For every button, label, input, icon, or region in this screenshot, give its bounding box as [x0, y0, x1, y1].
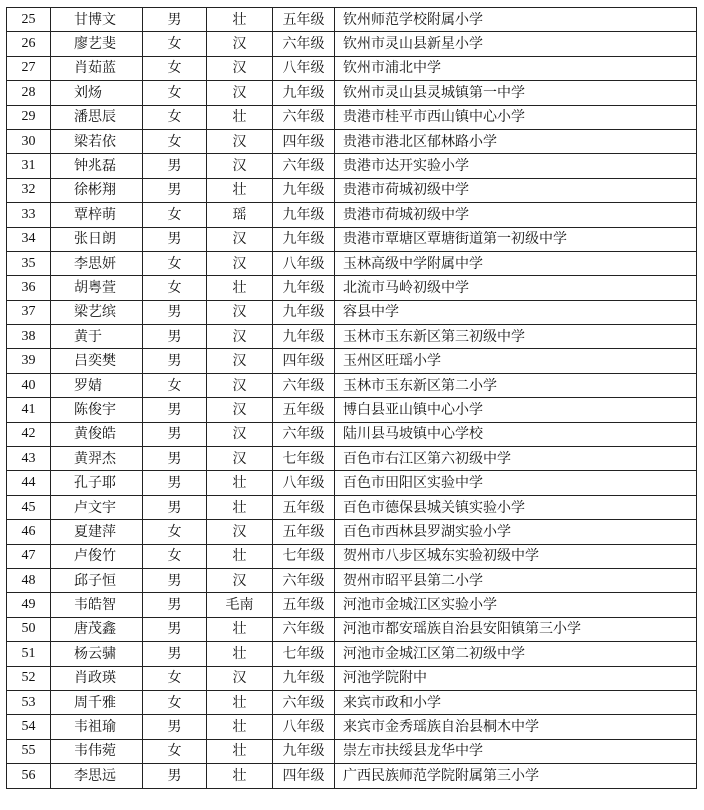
student-name: 覃梓萌 — [51, 203, 143, 227]
student-school: 钦州市灵山县灵城镇第一中学 — [335, 81, 697, 105]
row-number: 52 — [7, 666, 51, 690]
student-school: 玉州区旺瑶小学 — [335, 349, 697, 373]
student-ethnicity: 壮 — [207, 8, 273, 32]
student-ethnicity: 汉 — [207, 227, 273, 251]
student-name: 黄俊皓 — [51, 422, 143, 446]
table-row — [7, 422, 697, 446]
student-gender: 女 — [143, 56, 207, 80]
student-grade: 九年级 — [273, 81, 335, 105]
student-ethnicity: 壮 — [207, 276, 273, 300]
student-ethnicity: 汉 — [207, 32, 273, 56]
student-ethnicity: 壮 — [207, 495, 273, 519]
student-name: 罗婧 — [51, 373, 143, 397]
row-number: 31 — [7, 154, 51, 178]
student-grade: 八年级 — [273, 715, 335, 739]
student-grade: 五年级 — [273, 8, 335, 32]
row-number: 39 — [7, 349, 51, 373]
student-grade: 七年级 — [273, 447, 335, 471]
table-row — [7, 593, 697, 617]
student-name: 李思妍 — [51, 251, 143, 275]
table-row — [7, 276, 697, 300]
row-number: 25 — [7, 8, 51, 32]
student-ethnicity: 汉 — [207, 129, 273, 153]
row-number: 56 — [7, 764, 51, 788]
student-ethnicity: 汉 — [207, 251, 273, 275]
student-name: 夏建萍 — [51, 520, 143, 544]
row-number: 36 — [7, 276, 51, 300]
student-grade: 九年级 — [273, 300, 335, 324]
student-grade: 八年级 — [273, 251, 335, 275]
student-name: 卢俊竹 — [51, 544, 143, 568]
student-gender: 女 — [143, 251, 207, 275]
student-gender: 男 — [143, 471, 207, 495]
student-name: 刘炀 — [51, 81, 143, 105]
student-school: 河池学院附中 — [335, 666, 697, 690]
student-name: 韦祖瑜 — [51, 715, 143, 739]
student-school: 贵港市达开实验小学 — [335, 154, 697, 178]
table-row — [7, 105, 697, 129]
student-school: 博白县亚山镇中心小学 — [335, 398, 697, 422]
student-ethnicity: 汉 — [207, 520, 273, 544]
row-number: 37 — [7, 300, 51, 324]
student-gender: 女 — [143, 520, 207, 544]
student-ethnicity: 汉 — [207, 447, 273, 471]
student-name: 甘博文 — [51, 8, 143, 32]
student-grade: 七年级 — [273, 642, 335, 666]
student-school: 来宾市金秀瑶族自治县桐木中学 — [335, 715, 697, 739]
row-number: 47 — [7, 544, 51, 568]
student-ethnicity: 瑶 — [207, 203, 273, 227]
student-gender: 男 — [143, 154, 207, 178]
student-ethnicity: 壮 — [207, 642, 273, 666]
table-row — [7, 739, 697, 763]
student-gender: 女 — [143, 544, 207, 568]
student-ethnicity: 壮 — [207, 178, 273, 202]
student-ethnicity: 壮 — [207, 690, 273, 714]
student-gender: 男 — [143, 495, 207, 519]
student-ethnicity: 汉 — [207, 422, 273, 446]
student-school: 钦州市灵山县新星小学 — [335, 32, 697, 56]
student-grade: 八年级 — [273, 56, 335, 80]
student-ethnicity: 壮 — [207, 105, 273, 129]
table-row — [7, 568, 697, 592]
student-school: 崇左市扶绥县龙华中学 — [335, 739, 697, 763]
row-number: 50 — [7, 617, 51, 641]
student-school: 百色市西林县罗湖实验小学 — [335, 520, 697, 544]
student-name: 廖艺斐 — [51, 32, 143, 56]
student-name: 黄羿杰 — [51, 447, 143, 471]
student-name: 陈俊宇 — [51, 398, 143, 422]
student-grade: 九年级 — [273, 276, 335, 300]
row-number: 27 — [7, 56, 51, 80]
student-ethnicity: 壮 — [207, 764, 273, 788]
student-name: 李思远 — [51, 764, 143, 788]
student-gender: 男 — [143, 568, 207, 592]
student-gender: 男 — [143, 398, 207, 422]
student-school: 玉林高级中学附属中学 — [335, 251, 697, 275]
row-number: 45 — [7, 495, 51, 519]
row-number: 55 — [7, 739, 51, 763]
row-number: 46 — [7, 520, 51, 544]
student-grade: 五年级 — [273, 520, 335, 544]
student-grade: 九年级 — [273, 203, 335, 227]
row-number: 28 — [7, 81, 51, 105]
row-number: 34 — [7, 227, 51, 251]
row-number: 48 — [7, 568, 51, 592]
student-gender: 女 — [143, 739, 207, 763]
student-grade: 九年级 — [273, 178, 335, 202]
student-name: 唐茂鑫 — [51, 617, 143, 641]
row-number: 42 — [7, 422, 51, 446]
student-school: 贵港市荷城初级中学 — [335, 203, 697, 227]
table-row — [7, 373, 697, 397]
table-row — [7, 764, 697, 788]
student-school: 百色市右江区第六初级中学 — [335, 447, 697, 471]
student-grade: 六年级 — [273, 154, 335, 178]
table-row — [7, 81, 697, 105]
student-gender: 男 — [143, 617, 207, 641]
student-table-body — [7, 8, 697, 789]
student-name: 潘思辰 — [51, 105, 143, 129]
row-number: 51 — [7, 642, 51, 666]
student-name: 孔子耶 — [51, 471, 143, 495]
student-gender: 男 — [143, 8, 207, 32]
table-row — [7, 154, 697, 178]
student-grade: 六年级 — [273, 690, 335, 714]
row-number: 29 — [7, 105, 51, 129]
table-row — [7, 300, 697, 324]
table-row — [7, 227, 697, 251]
student-name: 韦皓智 — [51, 593, 143, 617]
student-gender: 男 — [143, 593, 207, 617]
table-row — [7, 447, 697, 471]
student-grade: 七年级 — [273, 544, 335, 568]
table-row — [7, 666, 697, 690]
student-gender: 女 — [143, 666, 207, 690]
student-gender: 男 — [143, 325, 207, 349]
table-row — [7, 178, 697, 202]
student-name: 吕奕樊 — [51, 349, 143, 373]
student-ethnicity: 毛南 — [207, 593, 273, 617]
student-ethnicity: 汉 — [207, 373, 273, 397]
student-ethnicity: 汉 — [207, 568, 273, 592]
row-number: 38 — [7, 325, 51, 349]
student-grade: 九年级 — [273, 739, 335, 763]
student-school: 陆川县马坡镇中心学校 — [335, 422, 697, 446]
student-grade: 六年级 — [273, 422, 335, 446]
student-school: 北流市马岭初级中学 — [335, 276, 697, 300]
student-gender: 男 — [143, 178, 207, 202]
student-school: 贵港市桂平市西山镇中心小学 — [335, 105, 697, 129]
table-row — [7, 520, 697, 544]
student-ethnicity: 壮 — [207, 715, 273, 739]
student-grade: 九年级 — [273, 227, 335, 251]
student-school: 百色市德保县城关镇实验小学 — [335, 495, 697, 519]
table-row — [7, 32, 697, 56]
student-ethnicity: 汉 — [207, 81, 273, 105]
student-school: 来宾市政和小学 — [335, 690, 697, 714]
student-grade: 五年级 — [273, 593, 335, 617]
student-table — [6, 7, 697, 789]
student-gender: 男 — [143, 447, 207, 471]
student-gender: 男 — [143, 764, 207, 788]
table-row — [7, 8, 697, 32]
student-ethnicity: 壮 — [207, 617, 273, 641]
student-grade: 六年级 — [273, 568, 335, 592]
student-school: 容县中学 — [335, 300, 697, 324]
student-grade: 五年级 — [273, 495, 335, 519]
student-school: 百色市田阳区实验中学 — [335, 471, 697, 495]
row-number: 26 — [7, 32, 51, 56]
student-grade: 四年级 — [273, 764, 335, 788]
row-number: 35 — [7, 251, 51, 275]
student-school: 广西民族师范学院附属第三小学 — [335, 764, 697, 788]
student-name: 邱子恒 — [51, 568, 143, 592]
row-number: 41 — [7, 398, 51, 422]
student-school: 贺州市昭平县第二小学 — [335, 568, 697, 592]
student-gender: 男 — [143, 422, 207, 446]
table-row — [7, 56, 697, 80]
student-ethnicity: 壮 — [207, 739, 273, 763]
student-school: 玉林市玉东新区第二小学 — [335, 373, 697, 397]
row-number: 30 — [7, 129, 51, 153]
row-number: 53 — [7, 690, 51, 714]
student-gender: 男 — [143, 642, 207, 666]
row-number: 44 — [7, 471, 51, 495]
student-gender: 男 — [143, 715, 207, 739]
table-row — [7, 203, 697, 227]
student-school: 河池市都安瑶族自治县安阳镇第三小学 — [335, 617, 697, 641]
student-grade: 四年级 — [273, 129, 335, 153]
row-number: 40 — [7, 373, 51, 397]
student-name: 韦伟菀 — [51, 739, 143, 763]
row-number: 54 — [7, 715, 51, 739]
table-row — [7, 495, 697, 519]
student-grade: 六年级 — [273, 105, 335, 129]
student-ethnicity: 汉 — [207, 398, 273, 422]
student-grade: 八年级 — [273, 471, 335, 495]
table-row — [7, 471, 697, 495]
student-school: 河池市金城江区实验小学 — [335, 593, 697, 617]
student-grade: 五年级 — [273, 398, 335, 422]
student-name: 钟兆磊 — [51, 154, 143, 178]
student-grade: 六年级 — [273, 373, 335, 397]
student-name: 梁艺缤 — [51, 300, 143, 324]
table-row — [7, 349, 697, 373]
student-gender: 女 — [143, 373, 207, 397]
student-grade: 六年级 — [273, 32, 335, 56]
student-gender: 女 — [143, 32, 207, 56]
row-number: 43 — [7, 447, 51, 471]
table-row — [7, 325, 697, 349]
student-name: 徐彬翔 — [51, 178, 143, 202]
table-row — [7, 544, 697, 568]
table-row — [7, 690, 697, 714]
student-name: 黄于 — [51, 325, 143, 349]
student-school: 贵港市覃塘区覃塘街道第一初级中学 — [335, 227, 697, 251]
student-gender: 男 — [143, 227, 207, 251]
student-school: 玉林市玉东新区第三初级中学 — [335, 325, 697, 349]
student-school: 贵港市港北区郁林路小学 — [335, 129, 697, 153]
student-grade: 九年级 — [273, 666, 335, 690]
student-gender: 女 — [143, 276, 207, 300]
student-ethnicity: 汉 — [207, 349, 273, 373]
student-name: 张日朗 — [51, 227, 143, 251]
student-grade: 九年级 — [273, 325, 335, 349]
student-gender: 女 — [143, 105, 207, 129]
table-row — [7, 129, 697, 153]
student-ethnicity: 汉 — [207, 300, 273, 324]
table-row — [7, 398, 697, 422]
row-number: 33 — [7, 203, 51, 227]
student-name: 肖茹蓝 — [51, 56, 143, 80]
student-school: 河池市金城江区第二初级中学 — [335, 642, 697, 666]
student-name: 梁若依 — [51, 129, 143, 153]
student-school: 贵港市荷城初级中学 — [335, 178, 697, 202]
student-ethnicity: 壮 — [207, 544, 273, 568]
row-number: 32 — [7, 178, 51, 202]
student-grade: 六年级 — [273, 617, 335, 641]
student-ethnicity: 汉 — [207, 325, 273, 349]
student-gender: 男 — [143, 349, 207, 373]
table-row — [7, 251, 697, 275]
student-ethnicity: 壮 — [207, 471, 273, 495]
student-name: 卢文宇 — [51, 495, 143, 519]
student-gender: 女 — [143, 690, 207, 714]
student-gender: 女 — [143, 203, 207, 227]
student-name: 胡粤萱 — [51, 276, 143, 300]
student-school: 钦州师范学校附属小学 — [335, 8, 697, 32]
student-gender: 女 — [143, 129, 207, 153]
student-school: 贺州市八步区城东实验初级中学 — [335, 544, 697, 568]
student-name: 杨云骕 — [51, 642, 143, 666]
student-gender: 女 — [143, 81, 207, 105]
student-school: 钦州市浦北中学 — [335, 56, 697, 80]
student-name: 周千雅 — [51, 690, 143, 714]
row-number: 49 — [7, 593, 51, 617]
table-row — [7, 617, 697, 641]
table-row — [7, 715, 697, 739]
student-name: 肖政瑛 — [51, 666, 143, 690]
student-ethnicity: 汉 — [207, 666, 273, 690]
student-gender: 男 — [143, 300, 207, 324]
student-ethnicity: 汉 — [207, 56, 273, 80]
student-ethnicity: 汉 — [207, 154, 273, 178]
table-row — [7, 642, 697, 666]
student-grade: 四年级 — [273, 349, 335, 373]
student-list-sheet — [6, 7, 697, 789]
